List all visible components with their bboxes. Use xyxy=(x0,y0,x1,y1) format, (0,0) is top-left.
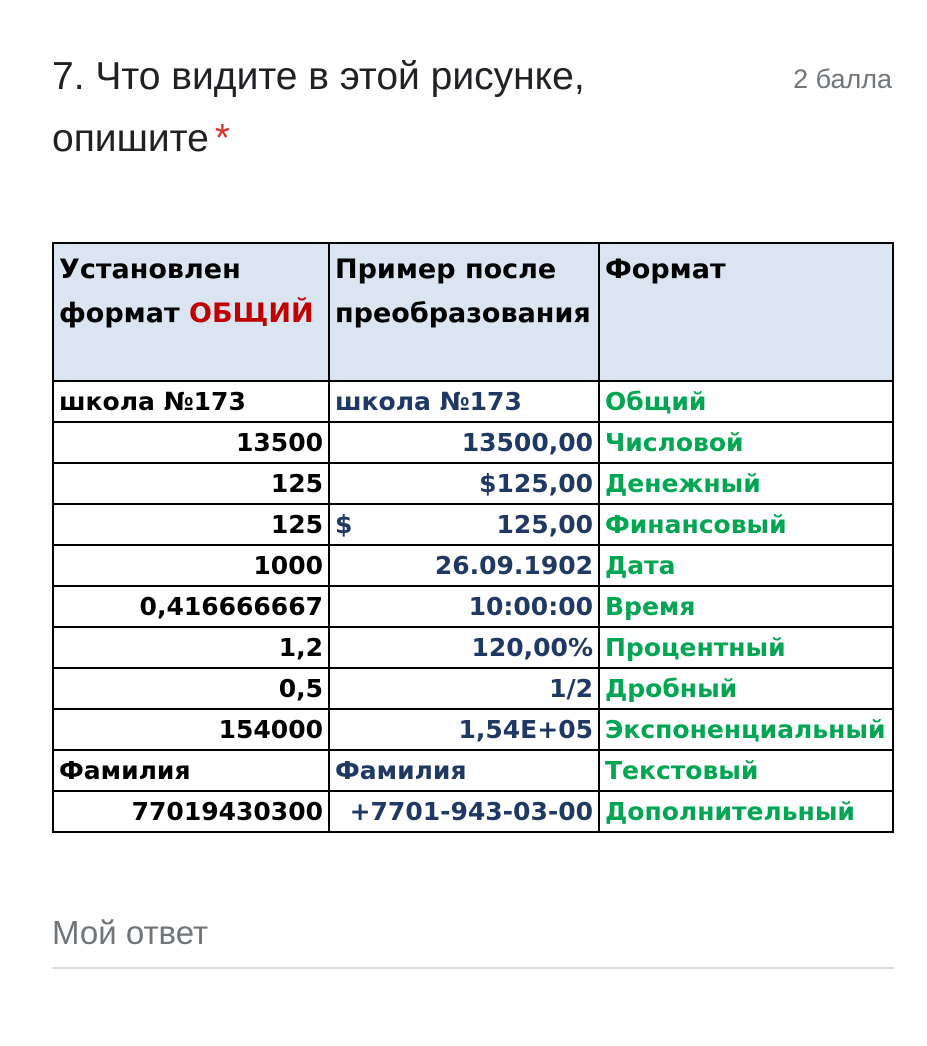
example-cell: 1,54E+05 xyxy=(329,709,599,750)
format-cell: Процентный xyxy=(599,627,893,668)
example-cell: 1/2 xyxy=(329,668,599,709)
header-set-format-text: Установлен формат xyxy=(59,254,241,329)
input-cell: Фамилия xyxy=(53,750,329,791)
format-cell: Числовой xyxy=(599,422,893,463)
question-image xyxy=(52,242,892,833)
example-cell: Фамилия xyxy=(329,750,599,791)
example-cell: +7701-943-03-00 xyxy=(329,791,599,832)
example-cell: 120,00% xyxy=(329,627,599,668)
example-cell: школа №173 xyxy=(329,381,599,422)
example-cell: $125,00 xyxy=(329,463,599,504)
format-cell: Дробный xyxy=(599,668,893,709)
required-asterisk: * xyxy=(214,117,230,160)
format-cell: Дополнительный xyxy=(599,791,893,832)
example-cell: 26.09.1902 xyxy=(329,545,599,586)
format-cell: Время xyxy=(599,586,893,627)
table-row xyxy=(53,709,893,750)
input-cell: 1,2 xyxy=(53,627,329,668)
input-cell: 0,416666667 xyxy=(53,586,329,627)
format-cell: Текстовый xyxy=(599,750,893,791)
question-title xyxy=(52,46,692,170)
input-cell: 154000 xyxy=(53,709,329,750)
header-example: Пример после преобразования xyxy=(329,243,599,381)
header-general-highlight: ОБЩИЙ xyxy=(189,298,314,329)
table-row xyxy=(53,381,893,422)
format-cell: Денежный xyxy=(599,463,893,504)
currency-symbol: $ xyxy=(335,510,353,539)
input-cell: 125 xyxy=(53,463,329,504)
table-row xyxy=(53,750,893,791)
table-row xyxy=(53,463,893,504)
example-amount: 125,00 xyxy=(496,510,593,539)
table-row xyxy=(53,627,893,668)
example-cell: 10:00:00 xyxy=(329,586,599,627)
input-cell: 125 xyxy=(53,504,329,545)
input-cell: 1000 xyxy=(53,545,329,586)
points-label: 2 балла xyxy=(793,64,892,94)
question-title-text: 7. Что видите в этой рисунке, опишите xyxy=(52,55,585,160)
table-row xyxy=(53,545,893,586)
table-row xyxy=(53,668,893,709)
answer-input[interactable]: Мой ответ xyxy=(52,914,209,951)
input-cell: 0,5 xyxy=(53,668,329,709)
table-header-row xyxy=(53,243,893,381)
format-cell: Дата xyxy=(599,545,893,586)
header-format: Формат xyxy=(599,243,893,381)
format-table xyxy=(52,242,894,833)
format-cell: Общий xyxy=(599,381,893,422)
input-cell: школа №173 xyxy=(53,381,329,422)
input-cell: 13500 xyxy=(53,422,329,463)
table-row xyxy=(53,422,893,463)
table-row xyxy=(53,504,893,545)
answer-underline[interactable] xyxy=(52,967,894,969)
example-cell xyxy=(329,504,599,545)
format-cell: Экспоненциальный xyxy=(599,709,893,750)
example-cell: 13500,00 xyxy=(329,422,599,463)
header-set-format xyxy=(53,243,329,381)
table-row xyxy=(53,586,893,627)
table-row xyxy=(53,791,893,832)
format-cell: Финансовый xyxy=(599,504,893,545)
input-cell: 77019430300 xyxy=(53,791,329,832)
